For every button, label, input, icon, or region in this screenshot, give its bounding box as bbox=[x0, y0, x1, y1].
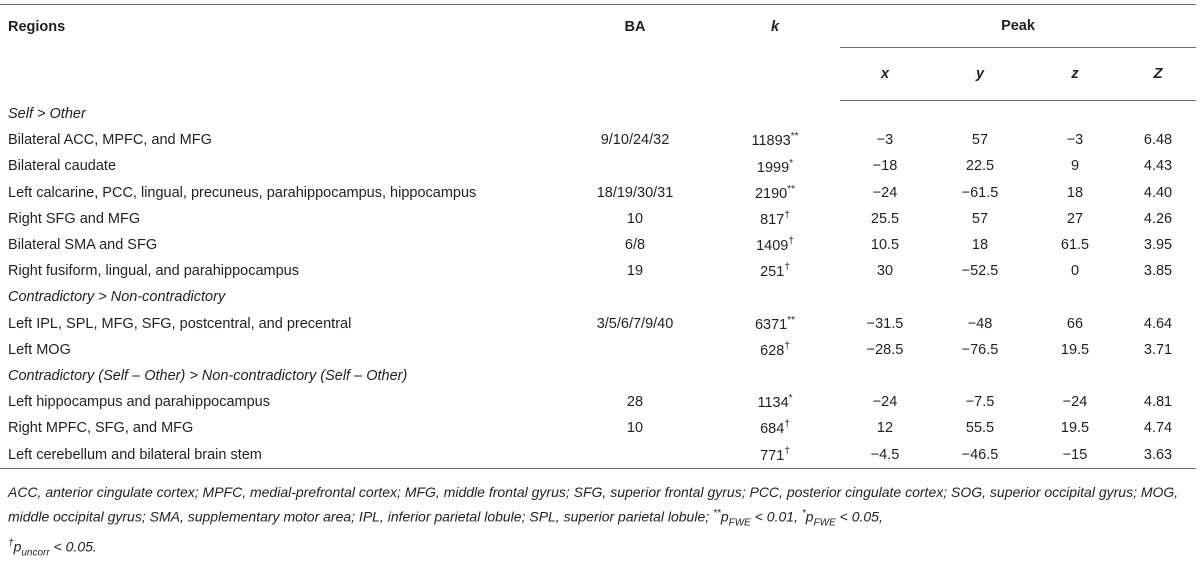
header-z: z bbox=[1030, 48, 1120, 101]
cluster-size bbox=[710, 184, 840, 202]
cluster-size-value: 251 bbox=[760, 264, 785, 281]
cluster-size bbox=[710, 210, 840, 228]
cell-ba: 19 bbox=[626, 263, 644, 280]
cluster-size-value: 11893 bbox=[751, 133, 791, 150]
cell-x: 12 bbox=[876, 420, 894, 437]
cell-y: 22.5 bbox=[965, 158, 995, 175]
header-Z: Z bbox=[1120, 48, 1196, 101]
cell-ba bbox=[560, 153, 710, 179]
cell-x: −31.5 bbox=[866, 315, 904, 332]
cell-k bbox=[710, 389, 840, 415]
footnote-abbreviations: ACC, anterior cingulate cortex; MPFC, medial-prefrontal cortex; MFG, middle frontal gyrus; SFG, superior frontal gyrus; PCC, posterior cingulate cortex; SOG, superior occipital gyrus; MOG, middle occipital gyrus; SMA, supplementary motor area; IPL, inferior parietal lobule; SPL, superior parietal lobule; bbox=[8, 484, 1179, 525]
sig3-rest: < 0.05. bbox=[49, 539, 97, 556]
cell-y: −76.5 bbox=[961, 341, 999, 358]
cell-x: 10.5 bbox=[870, 237, 900, 254]
sig2-sub: FWE bbox=[813, 517, 836, 529]
cluster-size-value: 1409 bbox=[756, 237, 789, 254]
sig2-mark: * bbox=[801, 508, 806, 519]
cell-Z: 3.85 bbox=[1143, 263, 1173, 280]
cell-x: −3 bbox=[876, 132, 894, 149]
cell-x: −24 bbox=[872, 184, 898, 201]
cell-region: Bilateral ACC, MPFC, and MFG bbox=[8, 132, 212, 149]
cell-z: 19.5 bbox=[1060, 341, 1090, 358]
cell-Z: 4.64 bbox=[1143, 315, 1173, 332]
sig3-sub: uncorr bbox=[21, 547, 50, 559]
significance-mark: * bbox=[789, 157, 794, 169]
significance-mark: ** bbox=[790, 131, 799, 143]
table-header bbox=[0, 5, 1196, 101]
header-ba: BA bbox=[560, 5, 710, 101]
cell-y: 57 bbox=[971, 210, 989, 227]
section-title: Contradictory (Self – Other) > Non-contradictory (Self – Other) bbox=[8, 367, 408, 384]
table-row bbox=[0, 415, 1196, 441]
cell-Z: 4.40 bbox=[1143, 184, 1173, 201]
cluster-size-value: 817 bbox=[760, 211, 785, 228]
cell-z: 9 bbox=[1070, 158, 1080, 175]
cell-region: Left IPL, SPL, MFG, SFG, postcentral, and precentral bbox=[8, 315, 352, 332]
cell-region: Bilateral caudate bbox=[8, 158, 117, 175]
cell-x: −4.5 bbox=[840, 441, 930, 468]
cell-Z: 3.71 bbox=[1143, 341, 1173, 358]
cell-k bbox=[710, 415, 840, 441]
cell-region: Right MPFC, SFG, and MFG bbox=[8, 420, 194, 437]
section-row bbox=[0, 101, 1196, 128]
cluster-size-value: 2190 bbox=[754, 185, 788, 202]
header-k: k bbox=[710, 5, 840, 101]
results-table bbox=[0, 4, 1196, 469]
significance-mark: † bbox=[784, 419, 790, 431]
cluster-size-value: 1999 bbox=[756, 159, 790, 176]
cell-ba bbox=[560, 337, 710, 363]
significance-mark: † bbox=[788, 236, 794, 248]
cell-y: −52.5 bbox=[961, 263, 999, 280]
sig1-p: p bbox=[720, 508, 729, 525]
cell-z: 19.5 bbox=[1060, 420, 1090, 437]
cluster-size bbox=[710, 315, 840, 333]
cell-region: Left MOG bbox=[8, 341, 71, 358]
cluster-size bbox=[710, 131, 840, 149]
cell-z: 61.5 bbox=[1060, 237, 1090, 254]
cell-ba: 28 bbox=[626, 394, 644, 411]
cell-ba: 10 bbox=[626, 210, 644, 227]
cell-k bbox=[710, 232, 840, 258]
cell-Z: 4.74 bbox=[1143, 420, 1173, 437]
cell-y: −61.5 bbox=[961, 184, 999, 201]
significance-mark: † bbox=[784, 262, 790, 274]
cell-z: 66 bbox=[1066, 315, 1084, 332]
section-title: Contradictory > Non-contradictory bbox=[8, 289, 226, 306]
table-row bbox=[0, 441, 1196, 468]
sig1-sub: FWE bbox=[728, 517, 751, 529]
cell-z: 27 bbox=[1066, 210, 1084, 227]
sig3-mark: † bbox=[8, 538, 14, 550]
cell-k bbox=[710, 258, 840, 284]
cell-z: 0 bbox=[1070, 263, 1080, 280]
cluster-size-value: 628 bbox=[760, 342, 785, 359]
cell-y: 55.5 bbox=[965, 420, 995, 437]
significance-mark: † bbox=[784, 445, 790, 457]
cluster-size bbox=[710, 236, 840, 254]
cluster-size-value: 6371 bbox=[754, 316, 788, 333]
cell-Z: 4.26 bbox=[1143, 210, 1173, 227]
cell-k bbox=[710, 337, 840, 363]
cell-k bbox=[710, 311, 840, 337]
cell-y: −48 bbox=[967, 315, 993, 332]
table-row bbox=[0, 153, 1196, 179]
table-row bbox=[0, 127, 1196, 153]
cell-ba bbox=[560, 441, 710, 468]
cell-z: −24 bbox=[1062, 394, 1088, 411]
cluster-size-value: 684 bbox=[760, 421, 785, 438]
cell-k bbox=[710, 127, 840, 153]
cell-y: 57 bbox=[971, 132, 989, 149]
cell-y: −46.5 bbox=[930, 441, 1030, 468]
header-x: x bbox=[840, 48, 930, 101]
significance-mark: * bbox=[788, 393, 793, 405]
table-row bbox=[0, 389, 1196, 415]
cell-region: Right SFG and MFG bbox=[8, 210, 141, 227]
significance-mark: ** bbox=[787, 314, 796, 326]
cluster-size bbox=[710, 262, 840, 280]
cell-y: 18 bbox=[971, 237, 989, 254]
cell-Z: 6.48 bbox=[1143, 132, 1173, 149]
cell-k bbox=[710, 153, 840, 179]
cell-x: −24 bbox=[872, 394, 898, 411]
cluster-size bbox=[710, 446, 840, 464]
sig2-rest: < 0.05, bbox=[835, 508, 883, 525]
table-row bbox=[0, 258, 1196, 284]
cell-ba: 18/19/30/31 bbox=[596, 184, 674, 201]
cell-z: −3 bbox=[1066, 132, 1084, 149]
cell-ba: 3/5/6/7/9/40 bbox=[596, 315, 674, 332]
cell-k bbox=[710, 206, 840, 232]
section-row bbox=[0, 284, 1196, 310]
cell-x: −18 bbox=[872, 158, 898, 175]
sig3-p: p bbox=[13, 539, 22, 556]
table-row bbox=[0, 180, 1196, 206]
cell-Z: 4.81 bbox=[1143, 394, 1173, 411]
cluster-size bbox=[710, 341, 840, 359]
cell-ba: 10 bbox=[626, 420, 644, 437]
cell-region: Left hippocampus and parahippocampus bbox=[8, 394, 270, 411]
cell-region: Left calcarine, PCC, lingual, precuneus, parahippocampus, hippocampus bbox=[8, 184, 477, 201]
table-body bbox=[0, 101, 1196, 469]
header-regions: Regions bbox=[0, 5, 560, 101]
cell-region: Left cerebellum and bilateral brain stem bbox=[0, 441, 560, 468]
section-title: Self > Other bbox=[8, 106, 86, 123]
cluster-size-value: 771 bbox=[760, 447, 785, 464]
section-row bbox=[0, 363, 1196, 389]
cell-Z: 4.43 bbox=[1143, 158, 1173, 175]
cell-Z: 3.95 bbox=[1143, 237, 1173, 254]
sig2-p: p bbox=[805, 508, 814, 525]
sig1-mark: ** bbox=[713, 508, 721, 519]
cluster-size-value: 1134 bbox=[757, 395, 789, 412]
cell-ba: 9/10/24/32 bbox=[600, 132, 670, 149]
cell-z: 18 bbox=[1066, 184, 1084, 201]
cluster-size bbox=[710, 158, 840, 176]
cell-y: −7.5 bbox=[965, 394, 995, 411]
cell-x: −28.5 bbox=[866, 341, 904, 358]
header-y: y bbox=[930, 48, 1030, 101]
cell-x: 30 bbox=[876, 263, 894, 280]
table-row bbox=[0, 206, 1196, 232]
table-row bbox=[0, 311, 1196, 337]
cell-ba: 6/8 bbox=[624, 237, 646, 254]
table-row bbox=[0, 337, 1196, 363]
significance-mark: † bbox=[784, 340, 790, 352]
cell-x: 25.5 bbox=[870, 210, 900, 227]
cluster-size bbox=[710, 393, 840, 411]
cell-region: Right fusiform, lingual, and parahippocampus bbox=[8, 263, 299, 280]
table-row bbox=[0, 232, 1196, 258]
header-peak: Peak bbox=[840, 5, 1196, 48]
cell-region: Bilateral SMA and SFG bbox=[8, 237, 158, 254]
cell-k bbox=[710, 441, 840, 468]
cell-Z: 3.63 bbox=[1120, 441, 1196, 468]
significance-mark: † bbox=[784, 209, 790, 221]
cell-z: −15 bbox=[1030, 441, 1120, 468]
cell-k bbox=[710, 180, 840, 206]
sig1-rest: < 0.01, bbox=[750, 508, 802, 525]
significance-mark: ** bbox=[787, 183, 796, 195]
cluster-size bbox=[710, 419, 840, 437]
